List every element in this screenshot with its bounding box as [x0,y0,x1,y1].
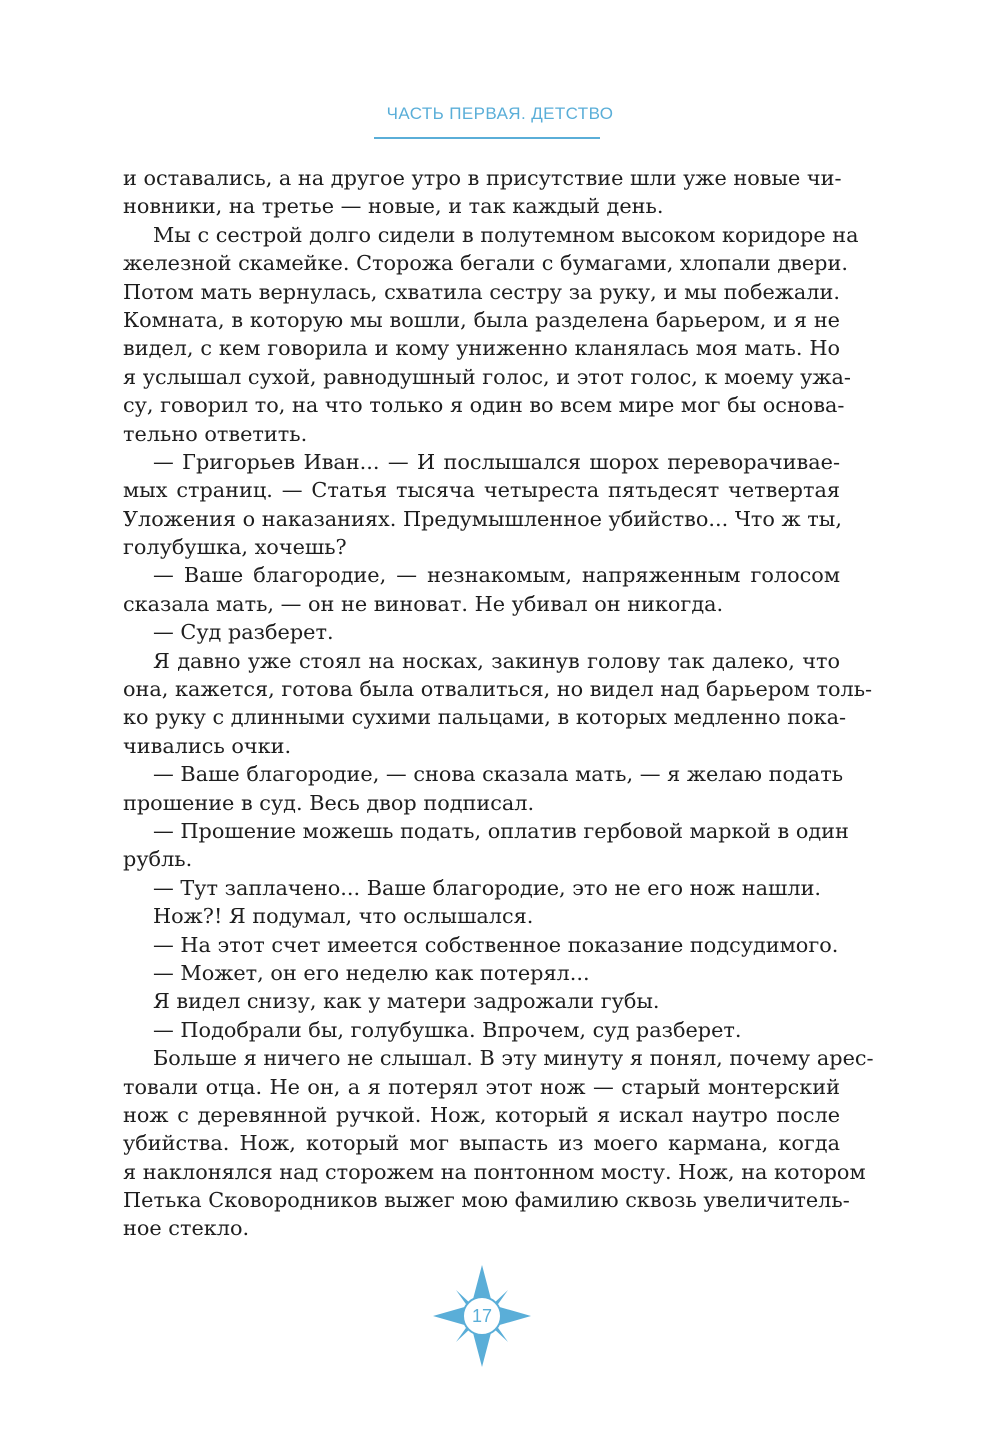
page-number-ornament [432,1263,532,1369]
text-line: — Ваше благородие, — снова сказала мать, — я желаю подать [153,762,844,787]
text-line: — Прошение можешь подать, оплатив гербовой маркой в один [153,818,849,843]
text-line: — На этот счет имеется собственное показание подсудимого. [153,932,839,957]
text-line: — Ваше благородие, — незнакомым, напряженным голосом [153,563,840,588]
text-line: видел, с кем говорила и кому униженно кланялась моя мать. Но [123,336,840,361]
text-line: ко руку с длинными сухими пальцами, в которых медленно пока- [123,705,847,730]
text-line: чивались очки. [123,733,292,758]
text-line: мых страниц. — Статья тысяча четыреста пятьдесят четвертая [123,478,840,503]
text-line: — Может, он его неделю как потерял... [153,960,590,985]
text-line: прошение в суд. Весь двор подписал. [123,790,535,815]
text-line: ное стекло. [123,1216,250,1241]
text-line: товали отца. Не он, а я потерял этот нож — старый монтерский [123,1074,840,1099]
text-line: Уложения о наказаниях. Предумышленное убийство... Что ж ты, [123,506,842,531]
text-line: я услышал сухой, равнодушный голос, и этот голос, к моему ужа- [123,364,851,389]
text-line: и оставались, а на другое утро в присутствие шли уже новые чи- [123,166,842,190]
text-line: — Подобрали бы, голубушка. Впрочем, суд разберет. [153,1017,742,1042]
text-line: она, кажется, готова была отвалиться, но видел над барьером толь- [123,677,873,702]
text-line: Я давно уже стоял на носках, закинув голову так далеко, что [153,648,840,673]
running-head-rule [374,137,600,139]
text-line: новники, на третье — новые, и так каждый день. [123,194,664,219]
text-line: — Григорьев Иван... — И послышался шорох переворачивае- [153,449,840,474]
text-line: Мы с сестрой долго сидели в полутемном высоком коридоре на [153,222,859,247]
text-line: — Тут заплачено... Ваше благородие, это не его нож нашли. [153,875,822,900]
text-line: нож с деревянной ручкой. Нож, который я искал наутро после [123,1102,840,1127]
text-line: — Суд разберет. [153,620,334,645]
text-line: Я видел снизу, как у матери задрожали губы. [153,989,660,1014]
text-line: железной скамейке. Сторожа бегали с бумагами, хлопали двери. [123,251,848,276]
text-line: Петька Сковородников выжег мою фамилию сквозь увеличитель- [123,1188,850,1213]
text-line: Комната, в которую мы вошли, была разделена барьером, и я не [123,307,840,332]
text-line: су, говорил то, на что только я один во всем мире мог бы основа- [123,393,845,418]
text-line: убийства. Нож, который мог выпасть из моего кармана, когда [123,1131,840,1156]
running-head-title: ЧАСТЬ ПЕРВАЯ. ДЕТСТВО [386,104,614,123]
text-line: сказала мать, — он не виноват. Не убивал он никогда. [123,591,724,616]
page-number: 17 [471,1306,493,1326]
text-line: тельно ответить. [123,421,308,446]
body-text [123,164,874,1243]
text-line: Больше я ничего не слышал. В эту минуту я понял, почему арес- [153,1046,874,1071]
text-line: голубушка, хочешь? [123,535,347,560]
text-line: Потом мать вернулась, схватила сестру за руку, и мы побежали. [123,279,840,304]
text-line: рубль. [123,847,193,872]
text-line: я наклонялся над сторожем на понтонном мосту. Нож, на котором [123,1159,866,1184]
text-line: Нож?! Я подумал, что ослышался. [153,904,534,929]
